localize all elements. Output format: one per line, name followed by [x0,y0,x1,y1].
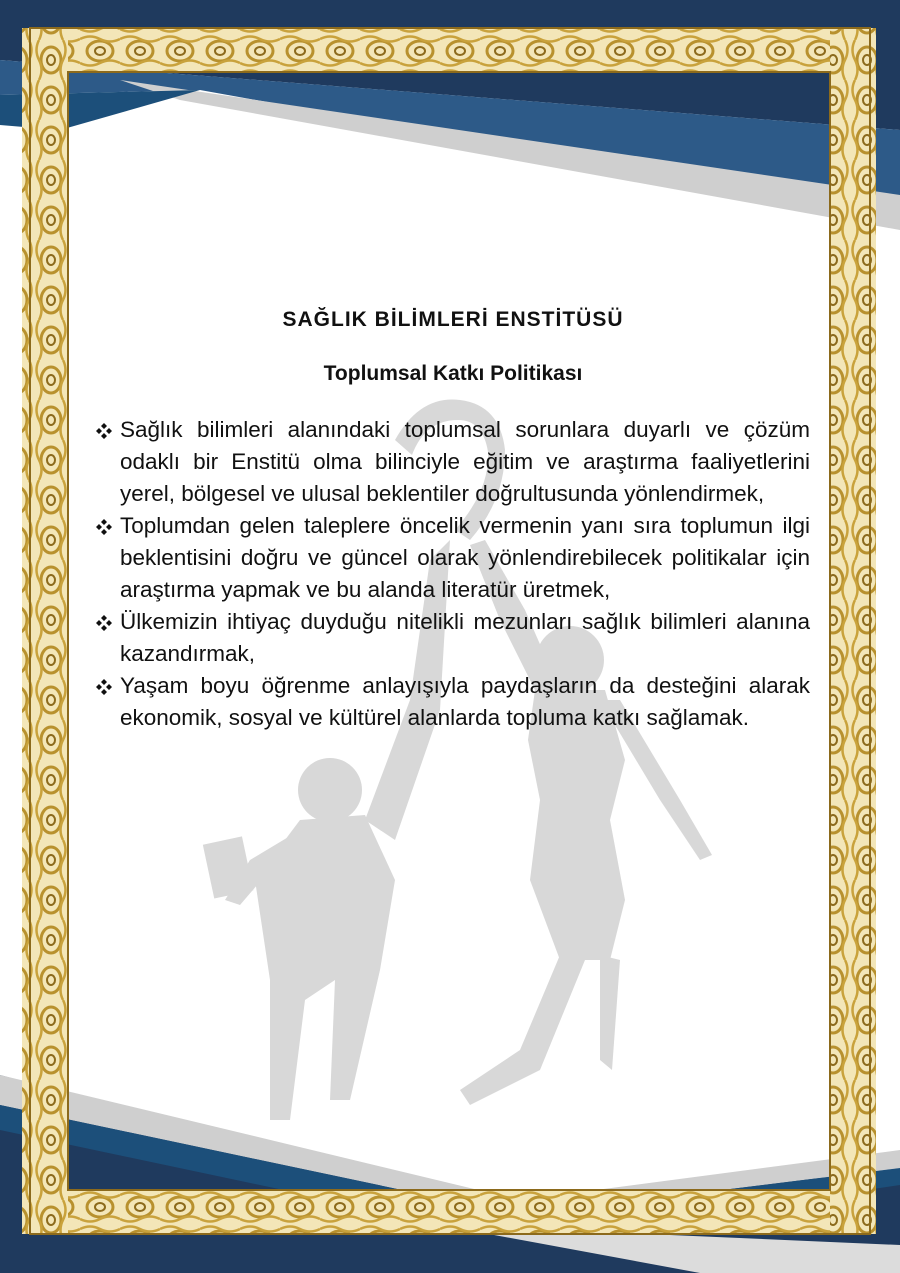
list-item-text: Sağlık bilimleri alanındaki toplumsal sorunlara duyarlı ve çözüm odaklı bir Enstitü olma bilinciyle eğitim ve araştırma faaliyetlerini yerel, bölgesel ve ulusal beklentiler doğrultusunda yönlendirmek, [120,417,810,506]
list-item [96,606,810,670]
policy-list [96,414,810,734]
list-item [96,510,810,606]
list-item-text: Ülkemizin ihtiyaç duyduğu nitelikli mezunları sağlık bilimleri alanına kazandırmak, [120,609,810,666]
page-subtitle: Toplumsal Katkı Politikası [323,362,583,385]
diamond-four-bullet-icon [96,519,112,535]
list-item [96,670,810,734]
bottom-decoration-bands [0,1075,900,1273]
diamond-four-bullet-icon [96,679,112,695]
diamond-four-bullet-icon [96,615,112,631]
diamond-four-bullet-icon [96,423,112,439]
policy-document [96,296,810,734]
list-item [96,414,810,510]
list-item-text: Toplumdan gelen taleplere öncelik vermenin yanı sıra toplumun ilgi beklentisini doğru ve güncel olarak yönlendirebilecek politikalar için araştırma yapmak ve bu alanda literatür üretmek, [120,513,810,602]
list-item-text: Yaşam boyu öğrenme anlayışıyla paydaşların da desteğini alarak ekonomik, sosyal ve kültürel alanlarda topluma katkı sağlamak. [120,673,810,730]
page-title: SAĞLIK BİLİMLERİ ENSTİTÜSÜ [282,308,624,331]
